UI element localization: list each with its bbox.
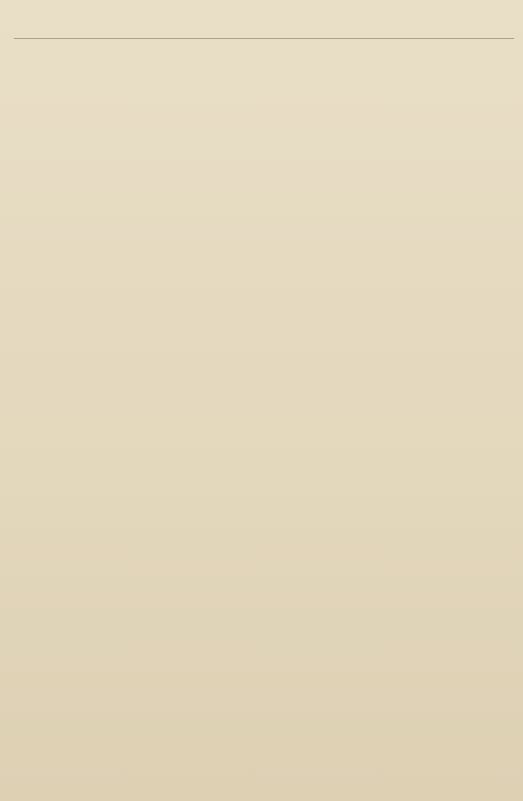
part-title (14, 20, 514, 34)
divider (14, 38, 514, 39)
table-of-contents (14, 8, 514, 40)
